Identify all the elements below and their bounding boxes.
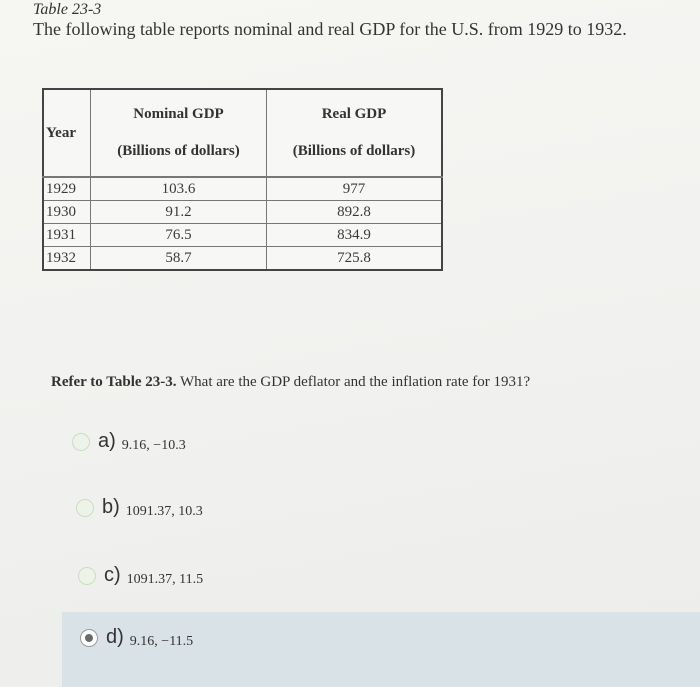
answer-option-d[interactable]	[80, 626, 193, 649]
question-reference: Refer to Table 23-3.	[51, 374, 177, 390]
column-header-nominal-gdp	[91, 89, 267, 177]
selected-option-highlight	[62, 612, 700, 687]
radio-button-a[interactable]	[72, 433, 90, 451]
year-cell: 1929	[43, 177, 91, 201]
table-row	[43, 201, 442, 224]
year-cell: 1930	[43, 201, 91, 224]
real-gdp-cell: 834.9	[267, 224, 443, 247]
option-text: 1091.37, 11.5	[126, 571, 204, 587]
table-row	[43, 224, 442, 247]
option-letter: c)	[104, 564, 121, 586]
option-letter: b)	[102, 496, 120, 518]
answer-option-a[interactable]	[72, 430, 186, 453]
year-cell: 1931	[43, 224, 91, 247]
real-gdp-cell: 977	[267, 177, 443, 201]
real-gdp-cell: 892.8	[267, 201, 443, 224]
nominal-gdp-cell: 91.2	[91, 201, 267, 224]
nominal-gdp-title: Nominal GDP	[133, 106, 224, 122]
nominal-gdp-cell: 103.6	[91, 177, 267, 201]
radio-button-d-selected[interactable]	[80, 629, 98, 647]
real-gdp-unit: (Billions of dollars)	[292, 143, 416, 159]
option-text: 9.16, −11.5	[129, 633, 194, 649]
table-row	[43, 247, 442, 271]
option-text: 9.16, −10.3	[121, 437, 186, 453]
gdp-table	[42, 88, 443, 271]
answer-option-b[interactable]	[76, 496, 203, 519]
nominal-gdp-cell: 58.7	[91, 247, 267, 271]
radio-button-b[interactable]	[76, 499, 94, 517]
radio-button-c[interactable]	[78, 567, 96, 585]
table-row	[43, 177, 442, 201]
year-cell: 1932	[43, 247, 91, 271]
real-gdp-cell: 725.8	[267, 247, 443, 271]
answer-option-c[interactable]	[78, 564, 203, 587]
table-label: Table 23-3	[33, 1, 102, 18]
option-text: 1091.37, 10.3	[125, 503, 203, 519]
option-letter: d)	[106, 626, 124, 648]
real-gdp-title: Real GDP	[321, 106, 387, 122]
nominal-gdp-unit: (Billions of dollars)	[117, 143, 240, 159]
nominal-gdp-cell: 76.5	[91, 224, 267, 247]
question-text	[51, 374, 530, 391]
column-header-real-gdp	[267, 89, 443, 177]
table-intro-text: The following table reports nominal and real GDP for the U.S. from 1929 to 1932.	[33, 19, 627, 39]
question-body: What are the GDP deflator and the inflation rate for 1931?	[176, 374, 531, 390]
option-letter: a)	[98, 430, 116, 452]
column-header-year: Year	[43, 89, 91, 177]
